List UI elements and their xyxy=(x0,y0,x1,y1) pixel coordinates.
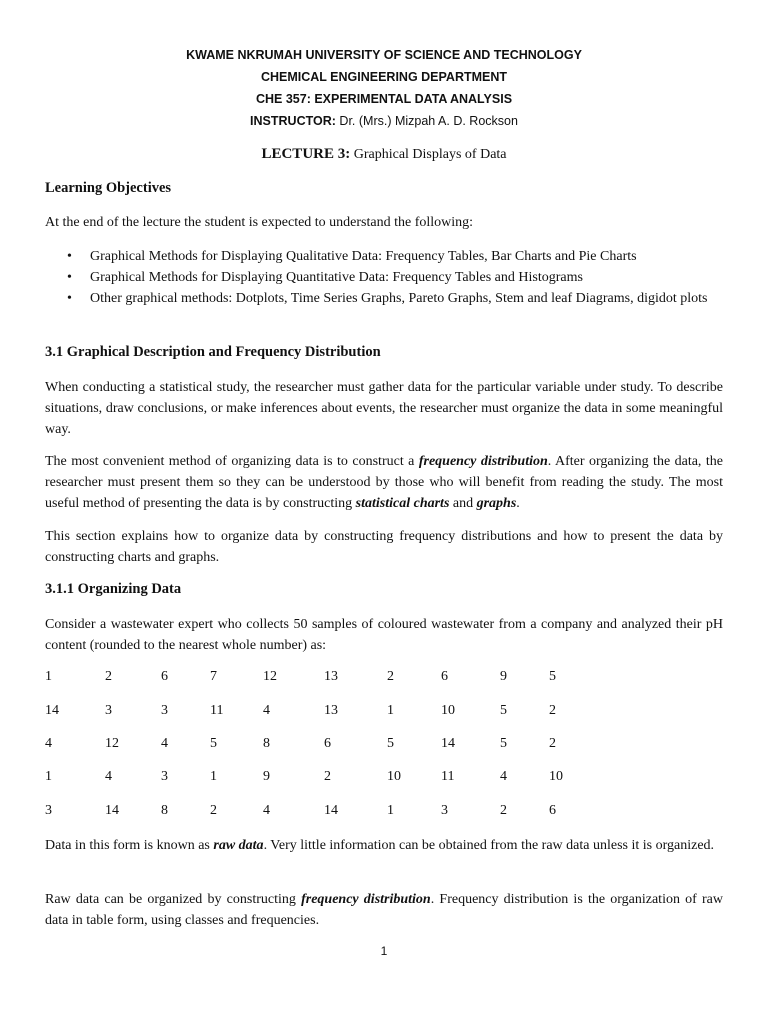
raw-data-value: 10 xyxy=(441,703,455,718)
department-name: CHEMICAL ENGINEERING DEPARTMENT xyxy=(260,70,508,84)
section-3-1-paragraph-3: This section explains how to organize data by constructing frequency distributions and how to present the data by constructing charts and graphs. xyxy=(45,529,723,565)
raw-data-value: 6 xyxy=(324,736,331,751)
raw-data-row xyxy=(45,669,645,689)
raw-data-value: 2 xyxy=(500,803,507,818)
section-3-1-heading: 3.1 Graphical Description and Frequency Distribution xyxy=(45,344,381,360)
raw-data-value: 4 xyxy=(263,703,270,718)
raw-data-value: 8 xyxy=(161,803,168,818)
raw-data-value: 12 xyxy=(263,669,277,684)
raw-data-value: 4 xyxy=(105,769,112,784)
raw-data-value: 13 xyxy=(324,703,338,718)
raw-data-row xyxy=(45,736,645,756)
raw-data-value: 14 xyxy=(441,736,455,751)
raw-data-value: 6 xyxy=(441,669,448,684)
section-3-1-1-heading: 3.1.1 Organizing Data xyxy=(45,581,182,597)
objectives-intro: At the end of the lecture the student is expected to understand the following: xyxy=(45,215,474,230)
raw-data-value: 14 xyxy=(45,703,59,718)
raw-data-value: 1 xyxy=(45,769,52,784)
raw-data-value: 9 xyxy=(500,669,507,684)
raw-data-value: 1 xyxy=(210,769,217,784)
course-title: CHE 357: EXPERIMENTAL DATA ANALYSIS xyxy=(255,92,513,106)
list-item: • Graphical Methods for Displaying Qualitative Data: Frequency Tables, Bar Charts and Pie Charts xyxy=(45,246,725,267)
raw-data-value: 11 xyxy=(441,769,455,784)
raw-data-value: 11 xyxy=(210,703,224,718)
term-statistical-charts: statistical charts xyxy=(355,496,450,511)
section-3-1-paragraph-1: When conducting a statistical study, the researcher must gather data for the particular variable under study. To describe situations, draw conclusions, or make inferences about events, the researcher must organize the data in some meaningful way. xyxy=(45,380,723,437)
term-frequency-distribution: frequency distribution xyxy=(418,454,548,469)
raw-data-value: 14 xyxy=(324,803,338,818)
lecture-title xyxy=(0,146,768,163)
raw-data-paragraph: Data in this form is known as raw data. Very little information can be obtained from the raw data unless it is organized. xyxy=(45,838,715,853)
term-graphs: graphs xyxy=(476,496,517,511)
raw-data-value: 2 xyxy=(105,669,112,684)
raw-data-value: 5 xyxy=(387,736,394,751)
raw-data-value: 5 xyxy=(210,736,217,751)
raw-data-value: 2 xyxy=(324,769,331,784)
instructor-name: Dr. (Mrs.) Mizpah A. D. Rockson xyxy=(339,114,518,128)
raw-data-value: 14 xyxy=(105,803,119,818)
raw-data-value: 1 xyxy=(387,803,394,818)
page-number: 1 xyxy=(380,944,388,958)
raw-data-value: 2 xyxy=(210,803,217,818)
raw-data-value: 4 xyxy=(500,769,507,784)
raw-data-value: 7 xyxy=(210,669,217,684)
objectives-heading: Learning Objectives xyxy=(45,180,172,196)
raw-data-value: 1 xyxy=(387,703,394,718)
raw-data-value: 3 xyxy=(105,703,112,718)
raw-data-value: 9 xyxy=(263,769,270,784)
raw-data-value: 4 xyxy=(161,736,168,751)
raw-data-row xyxy=(45,703,645,723)
raw-data-value: 3 xyxy=(161,703,168,718)
term-raw-data: raw data xyxy=(213,838,264,853)
frequency-distribution-paragraph: Raw data can be organized by constructing frequency distribution. Frequency distribution is the organization of raw data in table form, using classes and frequencies. xyxy=(45,892,723,928)
raw-data-value: 3 xyxy=(45,803,52,818)
section-3-1-1-intro: Consider a wastewater expert who collects 50 samples of coloured wastewater from a company and analyzed their pH content (rounded to the nearest whole number) as: xyxy=(45,617,723,653)
list-item: • Graphical Methods for Displaying Quantitative Data: Frequency Tables and Histograms xyxy=(45,267,725,288)
raw-data-value: 3 xyxy=(441,803,448,818)
bullet-icon: • xyxy=(67,249,72,264)
list-item: • Other graphical methods: Dotplots, Time Series Graphs, Pareto Graphs, Stem and leaf Diagrams, digidot plots xyxy=(45,288,725,309)
term-frequency-distribution-2: frequency distribution xyxy=(301,892,431,907)
instructor-line xyxy=(0,114,768,128)
objectives-list xyxy=(45,246,725,309)
raw-data-value: 6 xyxy=(161,669,168,684)
section-3-1-paragraph-2: The most convenient method of organizing data is to construct a frequency distribution. After organizing the data, the researcher must present them so they can be understood by those who will benefit from reading the study. The most useful method of presenting the data is by constructing statistical charts and graphs. xyxy=(45,454,723,511)
raw-data-value: 1 xyxy=(45,669,52,684)
lecture-topic: Graphical Displays of Data xyxy=(353,147,507,162)
lecture-label: LECTURE 3: xyxy=(261,146,351,162)
raw-data-value: 5 xyxy=(500,736,507,751)
raw-data-value: 10 xyxy=(387,769,401,784)
raw-data-value: 8 xyxy=(263,736,270,751)
raw-data-value: 5 xyxy=(500,703,507,718)
bullet-icon: • xyxy=(67,270,72,285)
raw-data-value: 10 xyxy=(549,769,563,784)
raw-data-value: 2 xyxy=(387,669,394,684)
raw-data-row xyxy=(45,803,645,823)
raw-data-value: 2 xyxy=(549,736,556,751)
raw-data-value: 6 xyxy=(549,803,556,818)
university-name: KWAME NKRUMAH UNIVERSITY OF SCIENCE AND TECHNOLOGY xyxy=(186,48,582,62)
instructor-label: INSTRUCTOR: xyxy=(250,114,336,128)
bullet-icon: • xyxy=(67,291,72,306)
raw-data-row xyxy=(45,769,645,789)
raw-data-value: 2 xyxy=(549,703,556,718)
raw-data-value: 13 xyxy=(324,669,338,684)
raw-data-value: 5 xyxy=(549,669,556,684)
raw-data-value: 3 xyxy=(161,769,168,784)
raw-data-value: 12 xyxy=(105,736,119,751)
raw-data-value: 4 xyxy=(45,736,52,751)
raw-data-value: 4 xyxy=(263,803,270,818)
